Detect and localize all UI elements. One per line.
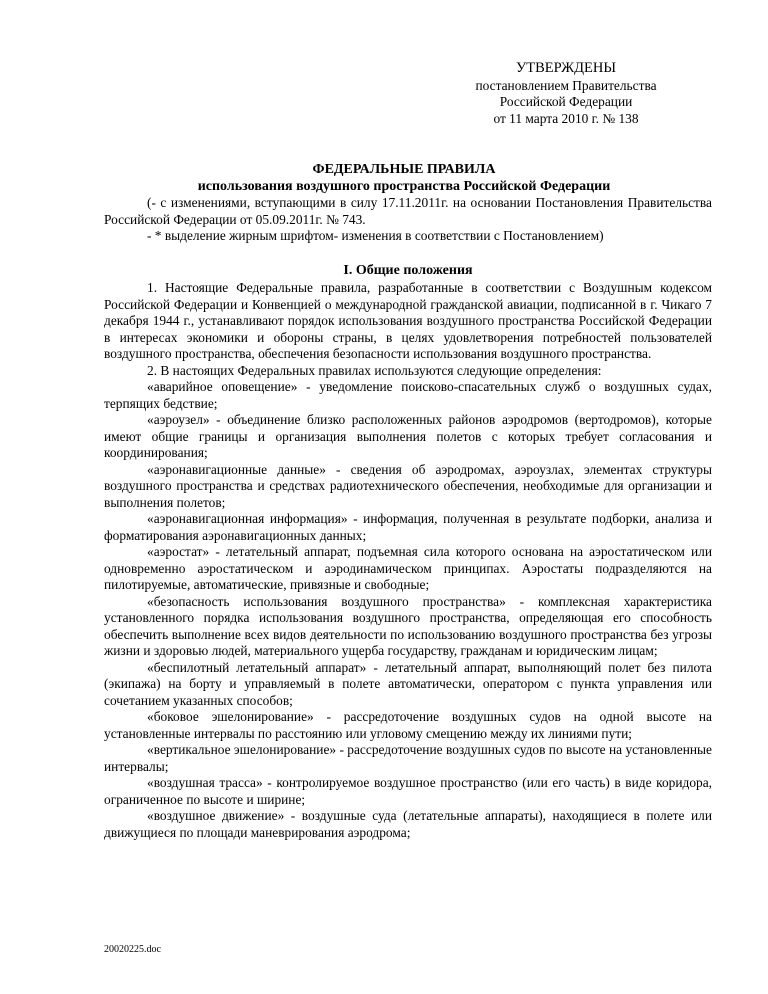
preamble <box>104 195 712 245</box>
document-header <box>104 162 704 195</box>
approval-word: УТВЕРЖДЕНЫ <box>515 60 617 76</box>
definition-paragraph: «аварийное оповещение» - уведомление поисково-спасательных служб о воздушных судах, терпящих бедствие; <box>104 379 712 411</box>
document-title: ФЕДЕРАЛЬНЫЕ ПРАВИЛА <box>312 162 496 177</box>
approval-block <box>436 60 696 127</box>
definition-paragraph: «воздушное движение» - воздушные суда (летательные аппараты), находящиеся в полете или движущиеся по площади маневрирования аэродрома; <box>104 808 712 840</box>
amendments-note: (- с изменениями, вступающими в силу 17.11.2011г. на основании Постановления Правительства Российской Федерации от 05.09.2011г. № 743. <box>104 195 712 227</box>
paragraph: 1. Настоящие Федеральные правила, разработанные в соответствии с Воздушным кодексом Российской Федерации и Конвенцией о международной гражданской авиации, подписанной в г. Чикаго 7 декабря 1944 г., устанавливают порядок использования воздушного пространства Российской Федерации в интересах экономики и обороны страны, в целях удовлетворения потребностей пользователей воздушного пространства, обеспечения безопасности использования воздушного пространства. <box>104 280 712 361</box>
definition-paragraph: «безопасность использования воздушного пространства» - комплексная характеристика установленного порядка использования воздушного пространства, определяющая его способность обеспечить выполнение всех видов деятельности по использованию воздушного пространства без угрозы жизни и здоровью людей, материального ущерба государству, гражданам и юридическим лицам; <box>104 593 712 658</box>
definition-paragraph: «аэроузел» - объединение близко расположенных районов аэродромов (вертодромов), которые имеют общие границы и организация выполнения полетов с которых требует согласования и координирования; <box>104 412 712 460</box>
definition-paragraph: «аэростат» - летательный аппарат, подъемная сила которого основана на аэростатическом или одновременно аэростатическом и аэродинамическом принципах. Аэростаты подразделяются на пилотируемые, автоматические, привязные и свободные; <box>104 544 712 592</box>
document-subtitle: использования воздушного пространства Российской Федерации <box>197 178 611 194</box>
definition-paragraph: «аэронавигационные данные» - сведения об аэродромах, аэроузлах, элементах структуры воздушного пространства и средствах радиотехнического обеспечения, необходимые для организации и выполнения полетов; <box>104 461 712 510</box>
section-title: I. Общие положения <box>343 263 473 278</box>
definition-paragraph: «боковое эшелонирование» - рассредоточение воздушных судов на одной высоте на установленные интервалы по расстоянию или угловому смещению между их линиями пути; <box>104 709 712 741</box>
definition-paragraph: «воздушная трасса» - контролируемое воздушное пространство (или его часть) в виде коридора, ограниченное по высоте и ширине; <box>104 775 712 807</box>
approval-line-2: Российской Федерации <box>499 94 633 109</box>
definition-paragraph: «беспилотный летательный аппарат» - летательный аппарат, выполняющий полет без пилота (экипажа) на борту и управляемый в полете автоматически, оператором с пункта управления или сочетанием указанных способов; <box>104 659 712 708</box>
document-body <box>104 280 712 841</box>
definition-paragraph: «аэронавигационная информация» - информация, полученная в результате подборки, анализа и форматирования аэронавигационных данных; <box>104 511 712 543</box>
approval-line-3: от 11 марта 2010 г. № 138 <box>493 110 639 126</box>
definition-paragraph: «вертикальное эшелонирование» - рассредоточение воздушных судов по высоте на установленные интервалы; <box>104 742 712 774</box>
bold-highlight-note: - * выделение жирным шрифтом- изменения в соответствии с Постановлением) <box>147 228 604 243</box>
approval-line-1: постановлением Правительства <box>475 77 657 93</box>
footer-filename: 20020225.doc <box>104 944 161 955</box>
paragraph: 2. В настоящих Федеральных правилах используются следующие определения: <box>147 362 602 378</box>
